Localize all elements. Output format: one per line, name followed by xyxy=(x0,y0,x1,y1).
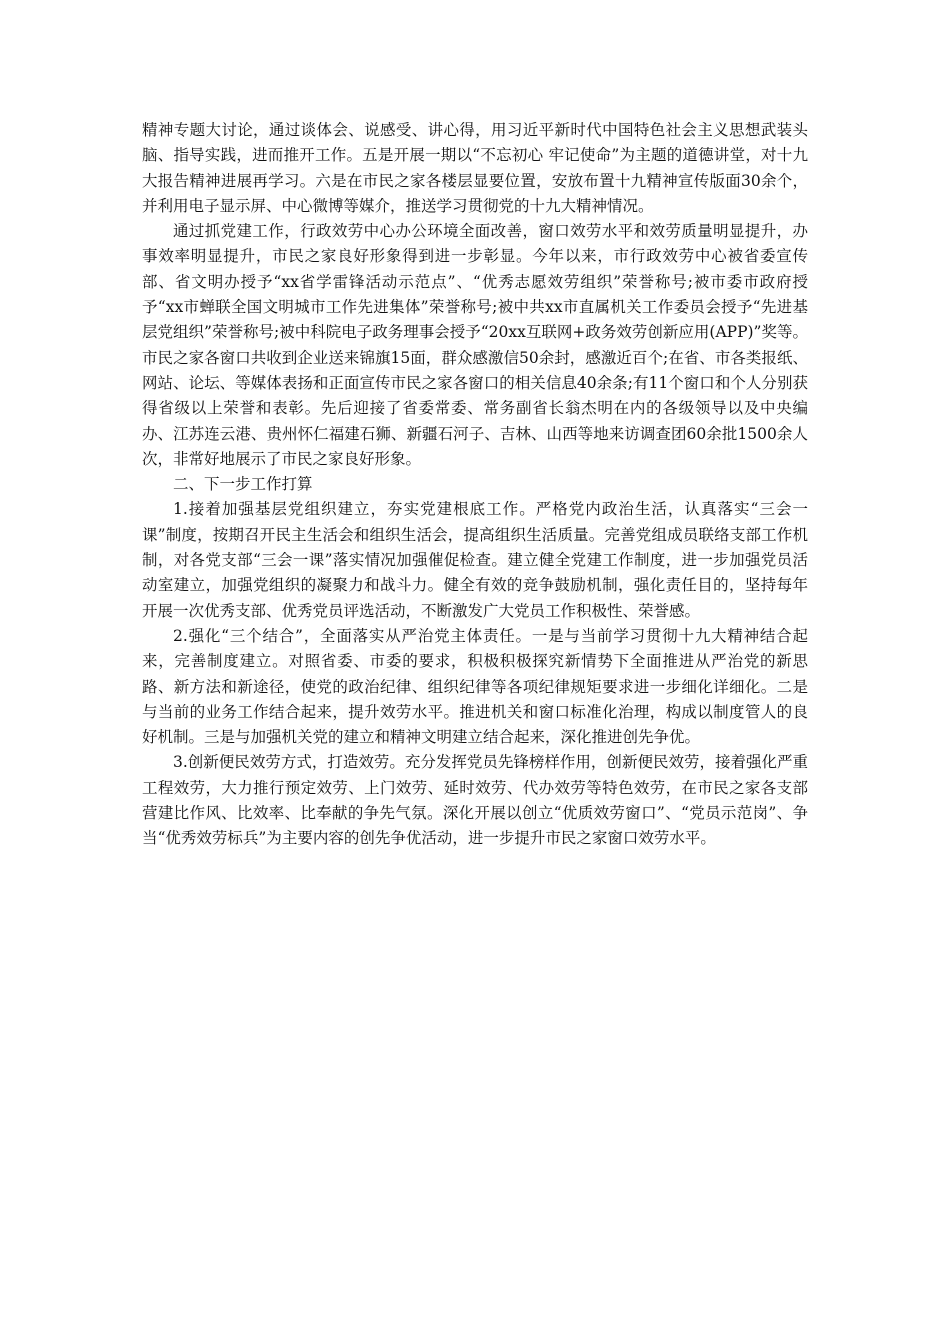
paragraph-item-2: 2.强化“三个结合”，全面落实从严治党主体责任。一是与当前学习贯彻十九大精神结合起来，完善制度建立。对照省委、市委的要求，积极积极探究新情势下全面推进从严治党的新思路、新方法和新途径，使党的政治纪律、组织纪律等各项纪律规矩要求进一步细化详细化。二是与当前的业务工作结合起来，提升效劳水平。推进机关和窗口标准化治理，构成以制度管人的良好机制。三是与加强机关党的建立和精神文明建立结合起来，深化推进创先争优。 xyxy=(142,626,808,747)
document-page xyxy=(142,118,808,852)
paragraph-1: 精神专题大讨论，通过谈体会、说感受、讲心得，用习近平新时代中国特色社会主义思想武装头脑、指导实践，进而推开工作。五是开展一期以“不忘初心 牢记使命”为主题的道德讲堂，对十九大报告精神进展再学习。六是在市民之家各楼层显要位置，安放布置十九精神宣传版面30余个，并利用电子显示屏、中心微博等媒介，推送学习贯彻党的十九大精神情况。 xyxy=(142,121,808,215)
paragraph-item-1: 1.接着加强基层党组织建立，夯实党建根底工作。严格党内政治生活，认真落实“三会一课”制度，按期召开民主生活会和组织生活会，提高组织生活质量。完善党组成员联络支部工作机制，对各党支部“三会一课”落实情况加强催促检查。建立健全党建工作制度，进一步加强党员活动室建立，加强党组织的凝聚力和战斗力。健全有效的竞争鼓励机制，强化责任目的，坚持每年开展一次优秀支部、优秀党员评选活动，不断激发广大党员工作积极性、荣誉感。 xyxy=(142,500,808,620)
paragraph-item-3: 3.创新便民效劳方式，打造效劳。充分发挥党员先锋榜样作用，创新便民效劳，接着强化严重工程效劳，大力推行预定效劳、上门效劳、延时效劳、代办效劳等特色效劳，在市民之家各支部营建比作风、比效率、比奉献的争先气氛。深化开展以创立“优质效劳窗口”、“党员示范岗”、争当“优秀效劳标兵”为主要内容的创先争优活动，进一步提升市民之家窗口效劳水平。 xyxy=(142,753,808,848)
paragraph-2: 通过抓党建工作，行政效劳中心办公环境全面改善，窗口效劳水平和效劳质量明显提升，办事效率明显提升，市民之家良好形象得到进一步彰显。今年以来，市行政效劳中心被省委宣传部、省文明办授予“xx省学雷锋活动示范点”、“优秀志愿效劳组织”荣誉称号;被市委市政府授予“xx市蝉联全国文明城市工作先进集体”荣誉称号;被中共xx市直属机关工作委员会授予“先进基层党组织”荣誉称号;被中科院电子政务理事会授予“20xx互联网+政务效劳创新应用(APP)”奖等。市民之家各窗口共收到企业送来锦旗15面，群众感激信50余封，感激近百个;在省、市各类报纸、网站、论坛、等媒体表扬和正面宣传市民之家各窗口的相关信息40余条;有11个窗口和个人分别获得省级以上荣誉和表彰。先后迎接了省委常委、常务副省长翁杰明在内的各级领导以及中央编办、江苏连云港、贵州怀仁福建石狮、新疆石河子、吉林、山西等地来访调查团60余批1500余人次，非常好地展示了市民之家良好形象。 xyxy=(142,222,808,468)
section-heading: 二、下一步工作打算 xyxy=(173,475,313,494)
